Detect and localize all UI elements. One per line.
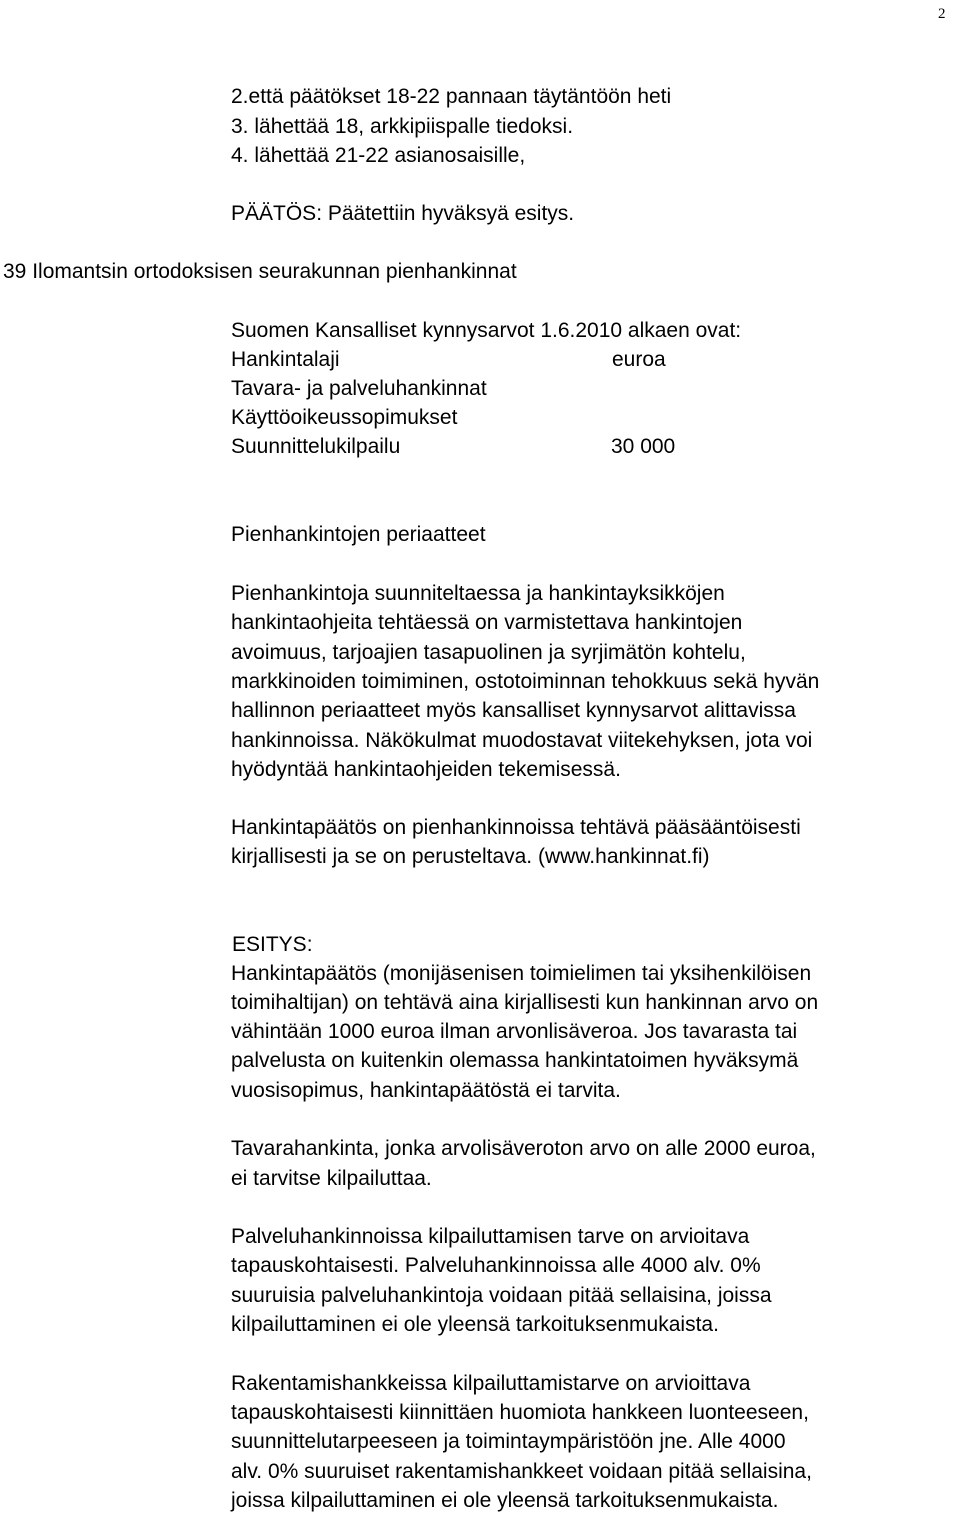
decision-paragraph-line: Hankintapäätös on pienhankinnoissa tehtävä pääsääntöisesti <box>231 816 801 839</box>
esitys-line: vähintään 1000 euroa ilman arvonlisäveroa. Jos tavarasta tai <box>231 1020 798 1043</box>
principles-line: hallinnon periaatteet myös kansalliset kynnysarvot alittavissa <box>231 699 796 722</box>
esitys-line: palvelusta on kuitenkin olemassa hankintatoimen hyväksymä <box>231 1049 799 1072</box>
esitys-line: tapauskohtaisesti kiinnittäen huomiota hankkeen luonteeseen, <box>231 1401 809 1424</box>
esitys-line: toimihaltijan) on tehtävä aina kirjallisesti kun hankinnan arvo on <box>231 991 819 1014</box>
esitys-label: ESITYS: <box>232 933 313 956</box>
principles-line: avoimuus, tarjoajien tasapuolinen ja syrjimätön kohtelu, <box>231 641 746 664</box>
threshold-header-type: Hankintalaji <box>231 348 340 371</box>
esitys-line: joissa kilpailuttaminen ei ole yleensä tarkoituksenmukaista. <box>231 1489 779 1512</box>
threshold-header-amount: euroa <box>612 348 666 371</box>
esitys-line: Tavarahankinta, jonka arvolisäveroton arvo on alle 2000 euroa, <box>231 1137 816 1160</box>
decision-list-item: 3. lähettää 18, arkkipiispalle tiedoksi. <box>231 115 574 138</box>
principles-heading: Pienhankintojen periaatteet <box>231 523 486 546</box>
esitys-line: suuruisia palveluhankintoja voidaan pitää sellaisina, joissa <box>231 1284 772 1307</box>
decision-list-item: 2.että päätökset 18-22 pannaan täytäntöön heti <box>231 85 672 108</box>
decision-result: PÄÄTÖS: Päätettiin hyväksyä esitys. <box>231 202 575 225</box>
esitys-line: vuosisopimus, hankintapäätöstä ei tarvita. <box>231 1079 621 1102</box>
esitys-line: ei tarvitse kilpailuttaa. <box>231 1167 432 1190</box>
esitys-line: alv. 0% suuruiset rakentamishankkeet voidaan pitää sellaisina, <box>231 1460 812 1483</box>
principles-line: hankintaohjeita tehtäessä on varmistettava hankintojen <box>231 611 743 634</box>
threshold-row-type: Tavara- ja palveluhankinnat <box>231 377 487 400</box>
threshold-intro: Suomen Kansalliset kynnysarvot 1.6.2010 alkaen ovat: <box>231 319 742 342</box>
esitys-line: suunnittelutarpeeseen ja toimintaympäristöön jne. Alle 4000 <box>231 1430 786 1453</box>
decision-paragraph-line: kirjallisesti ja se on perusteltava. (www.hankinnat.fi) <box>231 845 710 868</box>
esitys-line: Palveluhankinnoissa kilpailuttamisen tarve on arvioitava <box>231 1225 750 1248</box>
esitys-line: tapauskohtaisesti. Palveluhankinnoissa alle 4000 alv. 0% <box>231 1254 761 1277</box>
threshold-row-amount: 30 000 <box>611 435 676 458</box>
principles-line: markkinoiden toimiminen, ostotoiminnan tehokkuus sekä hyvän <box>231 670 820 693</box>
esitys-line: Rakentamishankkeissa kilpailuttamistarve on arvioittava <box>231 1372 751 1395</box>
decision-list-item: 4. lähettää 21-22 asianosaisille, <box>231 144 526 167</box>
threshold-row-type: Suunnittelukilpailu <box>231 435 401 458</box>
principles-line: Pienhankintoja suunniteltaessa ja hankintayksikköjen <box>231 582 725 605</box>
threshold-row-type: Käyttöoikeussopimukset <box>231 406 458 429</box>
esitys-line: kilpailuttaminen ei ole yleensä tarkoituksenmukaista. <box>231 1313 719 1336</box>
page-number: 2 <box>938 6 946 22</box>
section-heading: 39 Ilomantsin ortodoksisen seurakunnan pienhankinnat <box>3 260 517 283</box>
principles-line: hyödyntää hankintaohjeiden tekemisessä. <box>231 758 621 781</box>
esitys-line: Hankintapäätös (monijäsenisen toimielimen tai yksihenkilöisen <box>231 962 812 985</box>
principles-line: hankinnoissa. Näkökulmat muodostavat viitekehyksen, jota voi <box>231 729 813 752</box>
